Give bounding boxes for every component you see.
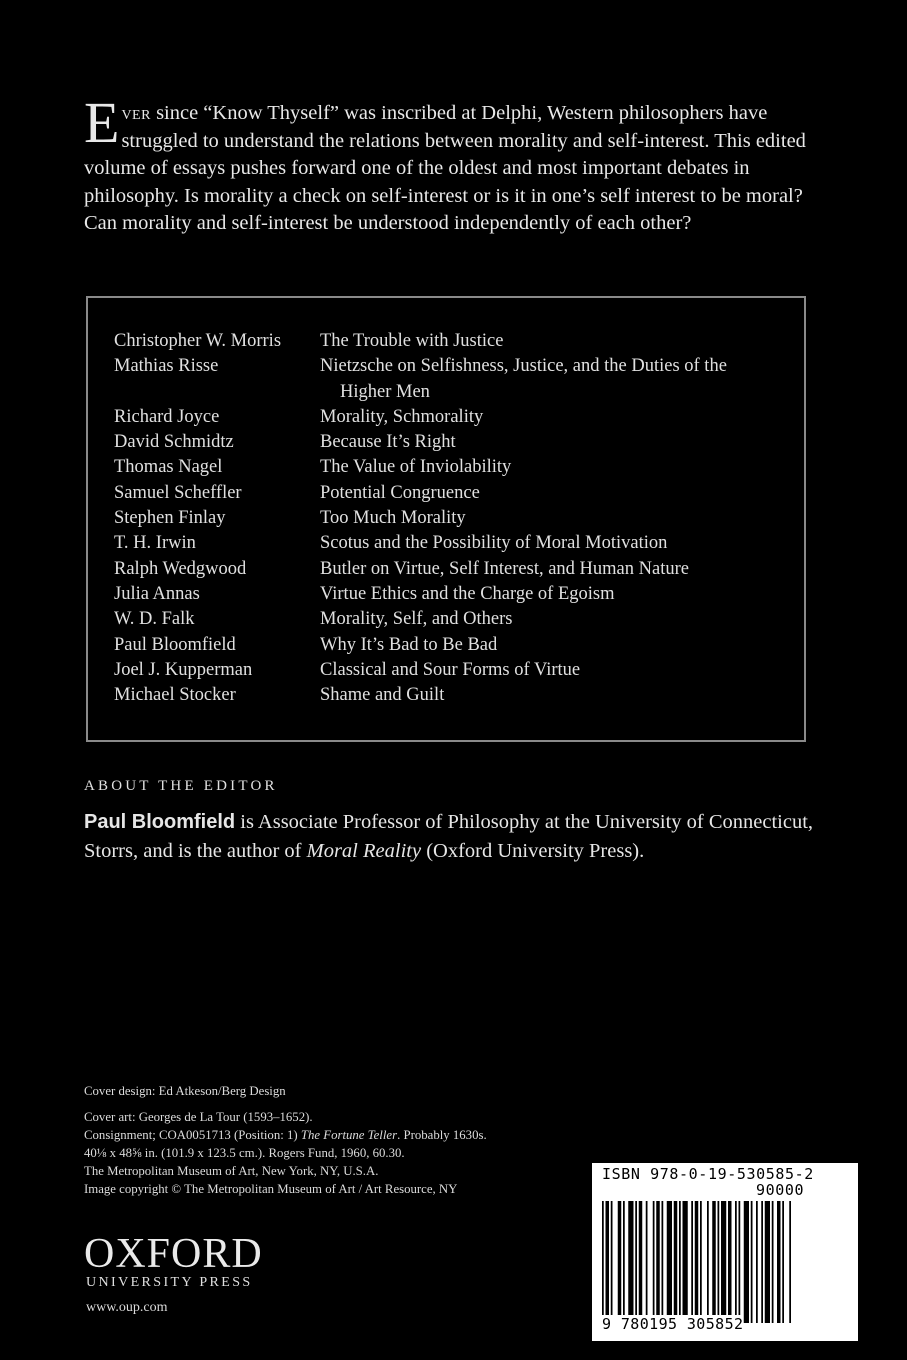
toc-author: Stephen Finlay [114,508,226,529]
toc-author: Paul Bloomfield [114,634,236,655]
toc-title-text: Butler on Virtue, Self Interest, and Human Nature [320,558,689,579]
toc-author: Richard Joyce [114,406,220,427]
toc-title-text: Nietzsche on Selfishness, Justice, and the Duties of the [320,356,727,377]
about-editor-heading: ABOUT THE EDITOR [84,778,278,794]
toc-title-text: Classical and Sour Forms of Virtue [320,659,581,680]
toc-title-text: The Value of Inviolability [320,457,512,478]
toc-entry [114,683,794,708]
barcode-bar [761,1201,763,1323]
toc-entry [114,607,794,632]
toc-entry [114,633,794,658]
toc-title [320,354,794,405]
barcode-bar [679,1201,681,1323]
toc-title [320,607,794,632]
toc-title [320,683,794,708]
isbn-text: ISBN 978-0-19-530585-2 [602,1165,814,1183]
barcode-bar [707,1201,709,1323]
toc-title-text: Scotus and the Possibility of Moral Motivation [320,533,668,554]
barcode-bar [667,1201,672,1323]
barcode-bar [611,1201,613,1323]
cover-art-credit: Cover art: Georges de La Tour (1593–1652). [84,1110,313,1124]
barcode-bar [756,1201,758,1323]
toc-author: Ralph Wedgwood [114,558,247,579]
toc-author: Julia Annas [114,583,200,604]
barcode-bar [618,1201,622,1323]
toc-title [320,329,794,354]
barcode-bar [777,1201,781,1323]
toc-title-text: Why It’s Bad to Be Bad [320,634,498,655]
blurb-smallcaps: ver [121,102,151,124]
art-title: The Fortune Teller [300,1128,398,1142]
toc-entry [114,506,794,531]
cover-art-line-3: 40⅛ x 48⅝ in. (101.9 x 123.5 cm.). Rogers Fund, 1960, 60.30. [84,1146,405,1160]
toc-author: Joel J. Kupperman [114,659,253,680]
barcode-bar [691,1201,693,1323]
about-text-2: (Oxford University Press). [421,840,645,862]
about-text-1: is Associate Professor of Philosophy at the University of Connecticut, Storrs, and is the author of [84,811,814,862]
barcode-bar [662,1201,664,1323]
toc-entry [114,658,794,683]
toc-title [320,531,794,556]
toc-entry [114,582,794,607]
barcode-bar [721,1201,726,1323]
toc-title-text: Potential Congruence [320,482,480,503]
toc-title [320,658,794,683]
barcode-bar [765,1201,770,1323]
barcode-bar [683,1201,688,1323]
toc-title-text: Virtue Ethics and the Charge of Egoism [320,583,615,604]
toc-title [320,481,794,506]
barcode-bar [635,1201,637,1323]
barcode-bar [656,1201,660,1323]
publisher-logo: OXFORD [84,1231,263,1277]
barcode-number: 9 780195 305852 [602,1315,744,1333]
toc-entry [114,329,794,354]
cover-art-line-2 [84,1126,544,1144]
toc-entry [114,557,794,582]
barcode-bar [735,1201,737,1323]
cover-art-line-5: Image copyright © The Metropolitan Museum of Art / Art Resource, NY [84,1182,458,1196]
barcode-bar [606,1201,610,1323]
toc-entry [114,405,794,430]
drop-cap: E [84,90,120,155]
barcode-bar [772,1201,774,1323]
barcode-bar [653,1201,655,1323]
barcode-bar [646,1201,648,1323]
barcode-bar [744,1201,749,1323]
cover-design-credit: Cover design: Ed Atkeson/Berg Design [84,1084,286,1098]
about-editor-text [84,808,844,866]
toc-entry [114,455,794,480]
toc-title-text: Shame and Guilt [320,685,445,706]
barcode-bar [789,1201,791,1323]
toc-title [320,582,794,607]
barcode-bar [674,1201,678,1323]
toc-title-text: Because It’s Right [320,432,456,453]
cover-credits [84,1082,544,1198]
price-code: 90000 [756,1181,805,1199]
toc-title [320,557,794,582]
barcode-bar [718,1201,720,1323]
book-title: Moral Reality [306,840,422,862]
toc-author: Christopher W. Morris [114,331,282,351]
toc-author: Thomas Nagel [114,457,223,478]
toc-title [320,506,794,531]
blurb-text: since “Know Thyself” was inscribed at Delphi, Western philosophers have struggled to understand the relations between morality and self-interest. This edited volume of essays pushes forward one of the oldest and most important debates in philosophy. Is morality a check on self-interest or is it in one’s self interest to be moral? Can morality and self-interest be understood independently of each other? [84,102,806,234]
barcode-bar [728,1201,732,1323]
toc-author: Mathias Risse [114,356,219,377]
toc-title-continued: Higher Men [340,381,430,402]
barcode-bar [628,1201,633,1323]
barcode-bar [700,1201,702,1323]
barcode-bar [623,1201,625,1323]
barcode-bar [639,1201,643,1323]
table-of-contents [114,329,794,708]
barcode-bar [739,1201,741,1323]
toc-author: W. D. Falk [114,609,195,630]
isbn-barcode [592,1163,858,1341]
toc-entry [114,430,794,455]
editor-name: Paul Bloomfield [84,811,236,833]
art-consignment: Consignment; COA0051713 (Position: 1) [84,1128,301,1142]
toc-author: T. H. Irwin [114,533,196,554]
toc-title [320,633,794,658]
toc-entry [114,481,794,506]
barcode-bar [712,1201,716,1323]
toc-entry [114,354,794,405]
cover-art-line-4: The Metropolitan Museum of Art, New York, NY, U.S.A. [84,1164,379,1178]
barcode-bar [695,1201,699,1323]
toc-title-text: Morality, Schmorality [320,406,484,427]
toc-title [320,405,794,430]
toc-author: David Schmidtz [114,432,234,453]
barcode-bar [602,1201,604,1323]
barcode-bar [782,1201,784,1323]
toc-title [320,430,794,455]
toc-title-text: The Trouble with Justice [320,331,504,351]
publisher-website: www.oup.com [86,1300,168,1315]
publisher-subtitle: UNIVERSITY PRESS [86,1275,253,1290]
barcode-bar [751,1201,753,1323]
art-date: . Probably 1630s. [397,1128,487,1142]
toc-author: Samuel Scheffler [114,482,242,503]
toc-title [320,455,794,480]
toc-title-text: Morality, Self, and Others [320,609,513,630]
toc-author: Michael Stocker [114,685,236,706]
back-cover-blurb [84,90,824,238]
toc-entry [114,531,794,556]
toc-title-text: Too Much Morality [320,508,466,529]
